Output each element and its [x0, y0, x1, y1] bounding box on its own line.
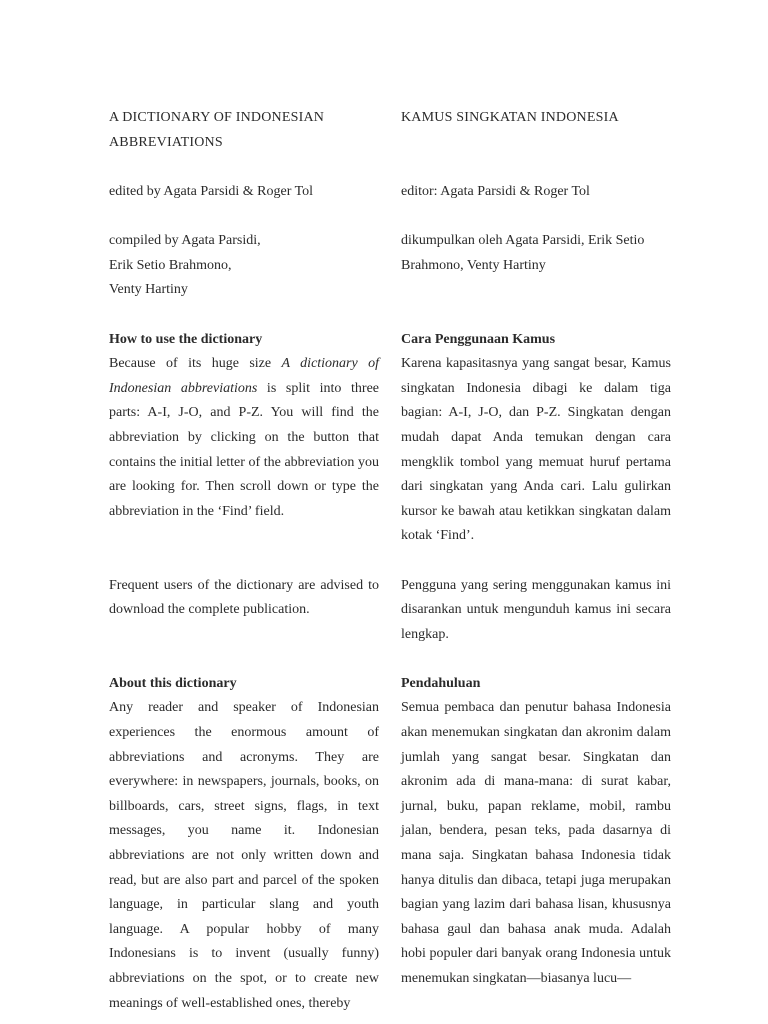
indonesian-title: KAMUS SINGKATAN INDONESIA: [401, 110, 619, 125]
compiler-line-3: Venty Hartiny: [109, 282, 188, 298]
dictionary-title-italic: A dictionary of Indonesian abbreviations: [109, 356, 380, 396]
english-frequent-users-text: Frequent users of the dictionary are advised to download the complete publication.: [109, 577, 379, 618]
indonesian-compilers: dikumpulkan oleh Agata Parsidi, Erik Setio Brahmono, Venty Hartiny: [401, 233, 645, 273]
indonesian-about-text: Semua pembaca dan penutur bahasa Indonesia akan menemukan singkatan dan akronim dalam jumlah yang sangat besar. Singkatan dan akronim ada di mana-mana: di surat kabar, jurnal, buku, papan reklame, mobil, rambu jalan, bendera, pesan teks, pada dasarnya di mana saja. Singkatan bahasa Indonesia tidak hanya ditulis dan dibaca, tetapi juga merupakan bagian yang lazim dari bahasa lisan, khususnya bahasa gaul dan bahasa anak muda. Adalah hobi populer dari banyak orang Indonesia untuk menemukan singkatan—biasanya lucu—: [401, 700, 671, 986]
english-column: [109, 106, 379, 1016]
english-how-to-text: [109, 352, 379, 524]
compiler-line-1: compiled by Agata Parsidi,: [109, 233, 261, 249]
english-about-heading: About this dictionary: [109, 675, 237, 691]
indonesian-editors: editor: Agata Parsidi & Roger Tol: [401, 184, 590, 199]
english-how-to-heading: How to use the dictionary: [109, 331, 263, 347]
indonesian-frequent-users-text: Pengguna yang sering menggunakan kamus ini disarankan untuk mengunduh kamus ini secara lengkap.: [401, 577, 671, 642]
indonesian-about-heading: Pendahuluan: [401, 675, 481, 691]
how-text-start: Because of its huge size: [109, 356, 282, 372]
english-compilers: [109, 229, 379, 303]
indonesian-how-to-heading: Cara Penggunaan Kamus: [401, 331, 556, 347]
english-editors: edited by Agata Parsidi & Roger Tol: [109, 184, 314, 199]
english-about-text: Any reader and speaker of Indonesian experiences the enormous amount of abbreviations and acronyms. They are everywhere: in newspapers, journals, books, on billboards, cars, street signs, flags, in text messages, you name it. Indonesian abbreviations are not only written down and read, but are also part and parcel of the spoken language, in particular slang and youth language. A popular hobby of many Indonesians is to invent (usually funny) abbreviations on the spot, or to create new meanings of well-established ones, thereby: [109, 700, 379, 1011]
indonesian-column: [401, 106, 671, 992]
compiler-line-2: Erik Setio Brahmono,: [109, 257, 232, 273]
english-title: A DICTIONARY OF INDONESIAN ABBREVIATIONS: [109, 110, 325, 150]
how-text-rest: is split into three parts: A-I, J-O, and P-Z. You will find the abbreviation by clicking on the button that contains the initial letter of the abbreviation you are looking for. Then scroll down or type the abbreviation in the ‘Find’ field.: [109, 380, 380, 519]
indonesian-how-to-text: Karena kapasitasnya yang sangat besar, Kamus singkatan Indonesia dibagi ke dalam tiga bagian: A-I, J-O, dan P-Z. Singkatan dengan mudah dapat Anda temukan dengan cara mengklik tombol yang memuat huruf pertama dari singkatan yang Anda cari. Lalu gulirkan kursor ke bawah atau ketikkan singkatan dalam kotak ‘Find’.: [401, 356, 671, 544]
